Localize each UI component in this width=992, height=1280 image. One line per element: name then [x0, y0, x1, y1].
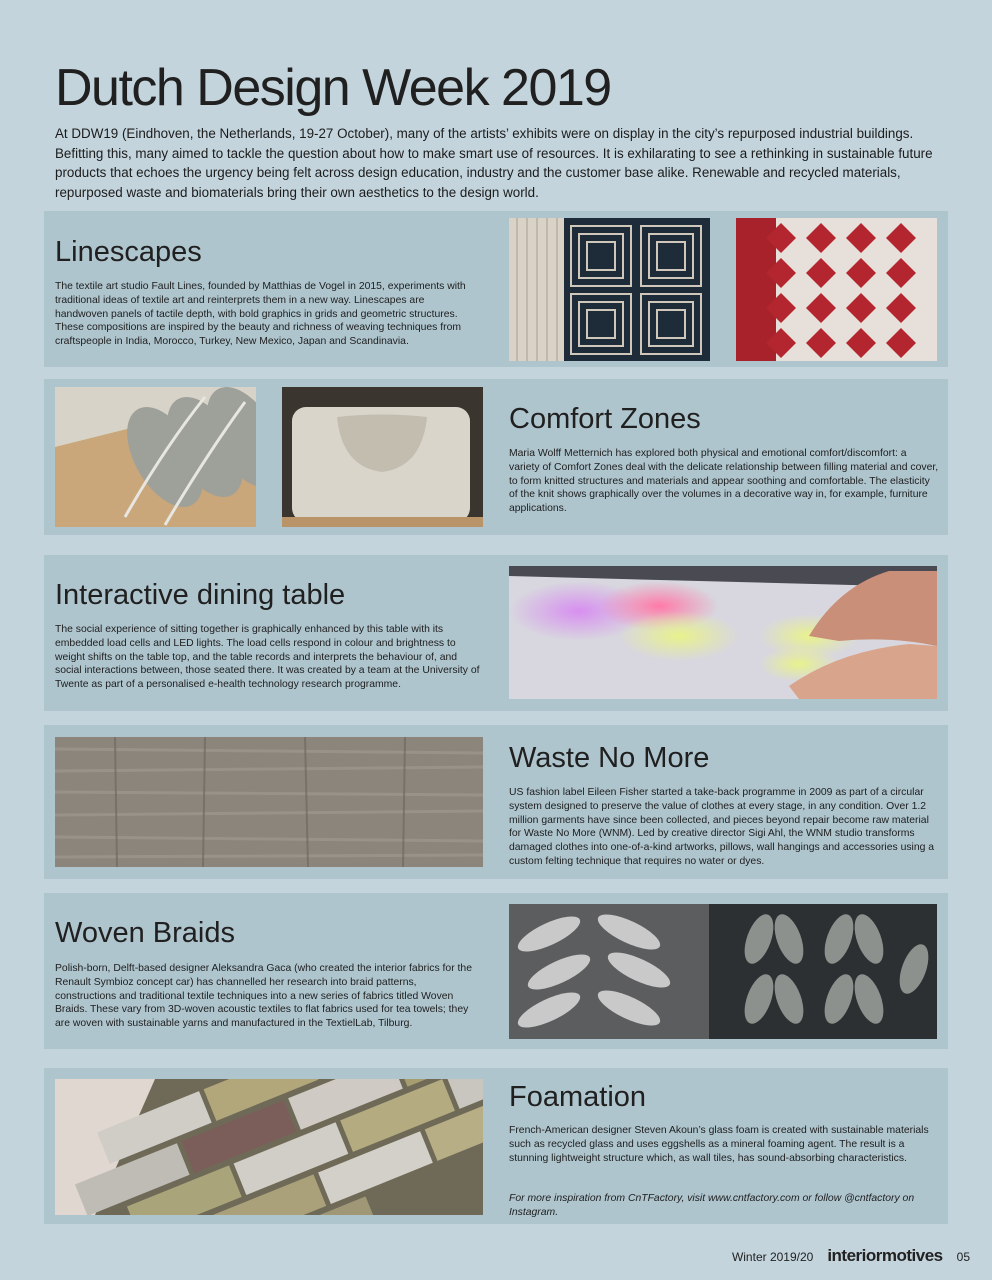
- foamation-title: Foamation: [509, 1081, 647, 1113]
- waste-title: Waste No More: [509, 742, 710, 774]
- linescapes-photo-grid: [509, 218, 710, 361]
- linescapes-body: The textile art studio Fault Lines, founded by Matthias de Vogel in 2015, experiments with traditional ideas of textile art and reinterprets them in a new way. Linescapes are handwoven panels of tactile depth, with bold graphics in grids and geometric structures. These compositions are inspired by the beauty and richness of weaving techniques from craftspeople in India, Morocco, Turkey, New Mexico, Japan and Scandinavia.: [55, 281, 466, 348]
- dining-title: Interactive dining table: [55, 579, 346, 611]
- comfort-body: Maria Wolff Metternich has explored both physical and emotional comfort/discomfort: a variety of Comfort Zones deal with the delicate relationship between filling material and cover, to form knitted structures and materials and appear soothing and comfortable. The elasticity of the knit shows graphically over the volumes in a decorative way in, for example, furniture applications.: [509, 448, 939, 515]
- foamation-body: French-American designer Steven Akoun’s glass foam is created with sustainable materials such as recycled glass and uses eggshells as a mineral foaming agent. The result is a stunning lightweight structure which, as wall tiles, has sound-absorbing characteristics.: [509, 1125, 929, 1164]
- comfort-photo-knit: [55, 387, 256, 527]
- braids-photo: [509, 904, 937, 1039]
- braids-title: Woven Braids: [55, 917, 235, 949]
- footer-page-number: 05: [956, 1250, 970, 1264]
- comfort-photo-cushion: [282, 387, 483, 527]
- page-title: Dutch Design Week 2019: [55, 59, 611, 117]
- waste-photo: [55, 737, 483, 867]
- comfort-title: Comfort Zones: [509, 403, 701, 435]
- foamation-note: For more inspiration from CnTFactory, visit www.cntfactory.com or follow @cntfactory on Instagram.: [509, 1193, 915, 1218]
- waste-panel: [44, 725, 948, 879]
- footer-season: Winter 2019/20: [731, 1250, 814, 1264]
- page-footer: [732, 1246, 970, 1266]
- dining-photo: [509, 566, 937, 699]
- braids-panel: [44, 893, 948, 1049]
- linescapes-title: Linescapes: [55, 236, 202, 268]
- foamation-panel: [44, 1068, 948, 1224]
- linescapes-panel: [44, 211, 948, 367]
- waste-body: US fashion label Eileen Fisher started a take-back programme in 2009 as part of a circular system designed to preserve the value of clothes at every stage, in any condition. Over 1.2 million garments have since been collected, and pieces beyond repair become raw material for Waste No More (WNM). Led by creative director Sigi Ahl, the WNM studio transforms damaged clothes into one-of-a-kind artworks, pillows, wall hangings and accessories using a custom felting technique that requires no water or dyes.: [509, 787, 935, 867]
- dining-body: The social experience of sitting together is graphically enhanced by this table with its embedded load cells and LED lights. The load cells respond in colour and brightness to weight shifts on the table top, and the table records and interprets the behaviour of, and social interactions between, those seated there. It was created by a team at the University of Twente as part of a personalised e-health technology research programme.: [55, 624, 480, 691]
- braids-body: Polish-born, Delft-based designer Aleksandra Gaca (who created the interior fabrics for the Renault Symbioz concept car) has channelled her research into braid patterns, constructions and traditional textile techniques into a new series of fabrics titled Woven Braids. These vary from 3D-woven acoustic textiles to flat fabrics used for tea towels; they are woven with sustainable yarns and manufactured in the TextielLab, Tilburg.: [55, 963, 472, 1030]
- dining-panel: [44, 555, 948, 711]
- linescapes-photo-red: [736, 218, 937, 361]
- comfort-panel: [44, 379, 948, 535]
- intro-paragraph: At DDW19 (Eindhoven, the Netherlands, 19-27 October), many of the artists’ exhibits were on display in the city’s repurposed industrial buildings. Befitting this, many aimed to tackle the question about how to make smart use of resources. It is exhilarating to see a rethinking in sustainable future products that echoes the urgency being felt across design education, industry and the customer base alike. Renewable and recycled materials, repurposed waste and biomaterials bring their own aesthetics to the design world.: [55, 126, 933, 200]
- footer-brand-logo: interiormotives: [827, 1246, 943, 1265]
- foamation-photo: [55, 1079, 483, 1215]
